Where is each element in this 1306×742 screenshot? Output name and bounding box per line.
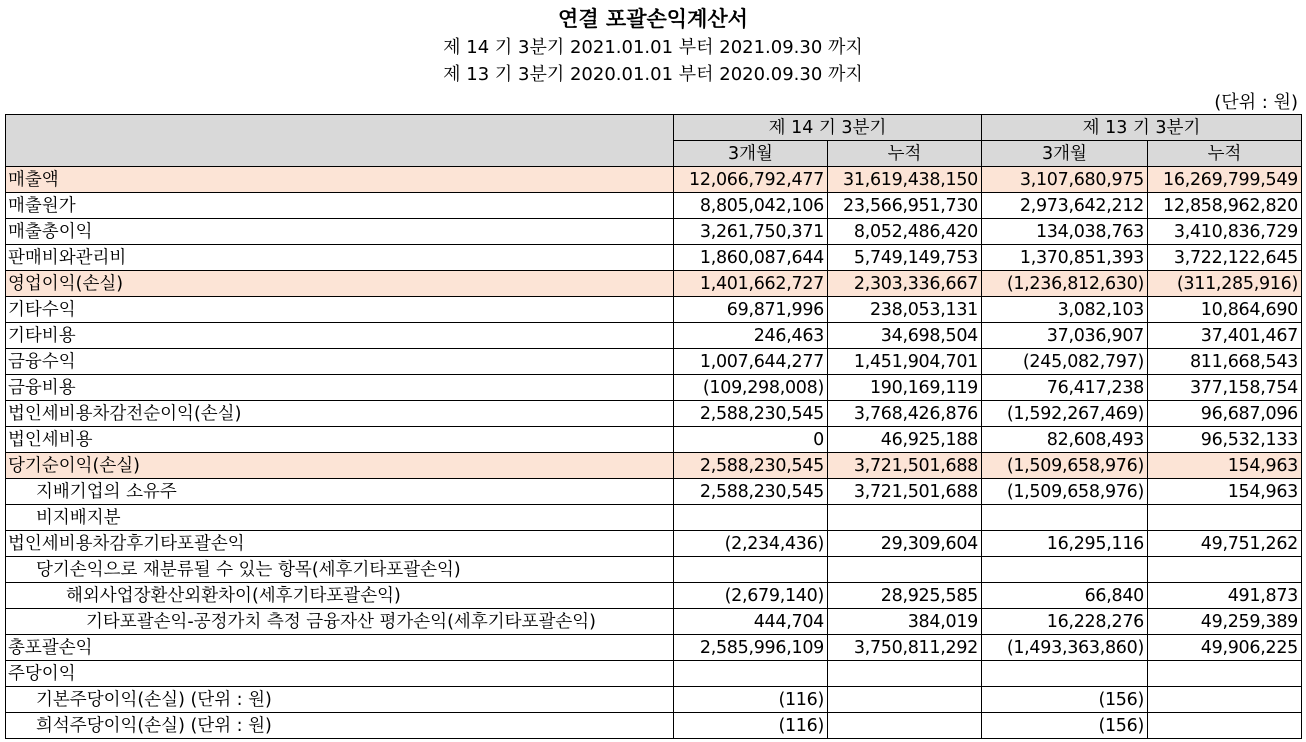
table-row xyxy=(6,687,1302,713)
value-cell: 8,052,486,420 xyxy=(828,219,982,245)
value-cell xyxy=(982,557,1148,583)
value-cell: 134,038,763 xyxy=(982,219,1148,245)
row-label: 희석주당이익(손실) (단위 : 원) xyxy=(6,713,674,739)
value-cell: 49,751,262 xyxy=(1148,531,1302,557)
value-cell: (116) xyxy=(674,713,828,739)
row-label: 기타수익 xyxy=(6,297,674,323)
group-header-prior: 제 13 기 3분기 xyxy=(982,115,1302,141)
value-cell: 377,158,754 xyxy=(1148,375,1302,401)
value-cell: 3,082,103 xyxy=(982,297,1148,323)
table-row xyxy=(6,167,1302,193)
table-row xyxy=(6,323,1302,349)
value-cell: (1,493,363,860) xyxy=(982,635,1148,661)
sub-header-prior-cum: 누적 xyxy=(1148,141,1302,167)
statement-title: 연결 포괄손익계산서 xyxy=(558,7,748,31)
value-cell: 3,722,122,645 xyxy=(1148,245,1302,271)
value-cell xyxy=(1148,505,1302,531)
value-cell: 3,750,811,292 xyxy=(828,635,982,661)
value-cell: 23,566,951,730 xyxy=(828,193,982,219)
value-cell: 0 xyxy=(674,427,828,453)
value-cell: 69,871,996 xyxy=(674,297,828,323)
value-cell: 34,698,504 xyxy=(828,323,982,349)
value-cell: 2,588,230,545 xyxy=(674,401,828,427)
row-label: 주당이익 xyxy=(6,661,674,687)
table-row xyxy=(6,557,1302,583)
row-label: 법인세비용 xyxy=(6,427,674,453)
value-cell: 491,873 xyxy=(1148,583,1302,609)
value-cell xyxy=(1148,713,1302,739)
value-cell: 8,805,042,106 xyxy=(674,193,828,219)
label-column-header xyxy=(6,115,674,167)
group-header-current: 제 14 기 3분기 xyxy=(674,115,982,141)
value-cell: (1,509,658,976) xyxy=(982,479,1148,505)
value-cell xyxy=(674,661,828,687)
value-cell: 76,417,238 xyxy=(982,375,1148,401)
period-prior: 제 13 기 3분기 2020.01.01 부터 2020.09.30 까지 xyxy=(443,64,863,85)
row-label: 매출원가 xyxy=(6,193,674,219)
sub-header-prior-3m: 3개월 xyxy=(982,141,1148,167)
value-cell: 2,588,230,545 xyxy=(674,479,828,505)
row-label: 기타비용 xyxy=(6,323,674,349)
value-cell: 3,261,750,371 xyxy=(674,219,828,245)
value-cell xyxy=(828,713,982,739)
period-current: 제 14 기 3분기 2021.01.01 부터 2021.09.30 까지 xyxy=(443,37,863,58)
sub-header-current-3m: 3개월 xyxy=(674,141,828,167)
table-row xyxy=(6,453,1302,479)
value-cell: 37,401,467 xyxy=(1148,323,1302,349)
value-cell: 1,007,644,277 xyxy=(674,349,828,375)
value-cell: 190,169,119 xyxy=(828,375,982,401)
income-statement-table xyxy=(5,114,1302,739)
table-row xyxy=(6,193,1302,219)
value-cell xyxy=(674,557,828,583)
value-cell xyxy=(1148,661,1302,687)
value-cell: 28,925,585 xyxy=(828,583,982,609)
table-row xyxy=(6,427,1302,453)
value-cell: (156) xyxy=(982,713,1148,739)
row-label: 지배기업의 소유주 xyxy=(6,479,674,505)
value-cell xyxy=(1148,687,1302,713)
row-label: 해외사업장환산외환차이(세후기타포괄손익) xyxy=(6,583,674,609)
table-row xyxy=(6,531,1302,557)
row-label: 비지배지분 xyxy=(6,505,674,531)
value-cell: 5,749,149,753 xyxy=(828,245,982,271)
table-row xyxy=(6,635,1302,661)
value-cell: 31,619,438,150 xyxy=(828,167,982,193)
table-row xyxy=(6,245,1302,271)
value-cell: 2,585,996,109 xyxy=(674,635,828,661)
value-cell xyxy=(982,505,1148,531)
value-cell: 12,066,792,477 xyxy=(674,167,828,193)
row-label: 매출액 xyxy=(6,167,674,193)
value-cell: 3,721,501,688 xyxy=(828,479,982,505)
value-cell: 238,053,131 xyxy=(828,297,982,323)
value-cell: 82,608,493 xyxy=(982,427,1148,453)
table-row xyxy=(6,375,1302,401)
row-label: 금융수익 xyxy=(6,349,674,375)
value-cell: 16,295,116 xyxy=(982,531,1148,557)
value-cell xyxy=(674,505,828,531)
table-row xyxy=(6,297,1302,323)
value-cell: (109,298,008) xyxy=(674,375,828,401)
value-cell: 3,107,680,975 xyxy=(982,167,1148,193)
value-cell: (116) xyxy=(674,687,828,713)
value-cell xyxy=(982,661,1148,687)
table-row xyxy=(6,661,1302,687)
value-cell: (311,285,916) xyxy=(1148,271,1302,297)
row-label: 영업이익(손실) xyxy=(6,271,674,297)
value-cell: (245,082,797) xyxy=(982,349,1148,375)
table-row xyxy=(6,609,1302,635)
row-label: 기타포괄손익-공정가치 측정 금융자산 평가손익(세후기타포괄손익) xyxy=(6,609,674,635)
table-row xyxy=(6,713,1302,739)
row-label: 금융비용 xyxy=(6,375,674,401)
row-label: 매출총이익 xyxy=(6,219,674,245)
table-row xyxy=(6,349,1302,375)
row-label: 당기순이익(손실) xyxy=(6,453,674,479)
value-cell: 96,687,096 xyxy=(1148,401,1302,427)
table-row xyxy=(6,219,1302,245)
value-cell: 37,036,907 xyxy=(982,323,1148,349)
value-cell: 16,228,276 xyxy=(982,609,1148,635)
value-cell xyxy=(828,661,982,687)
value-cell: 3,410,836,729 xyxy=(1148,219,1302,245)
value-cell: 154,963 xyxy=(1148,479,1302,505)
value-cell: 10,864,690 xyxy=(1148,297,1302,323)
table-row xyxy=(6,479,1302,505)
value-cell: (1,592,267,469) xyxy=(982,401,1148,427)
table-row xyxy=(6,583,1302,609)
row-label: 총포괄손익 xyxy=(6,635,674,661)
value-cell: (156) xyxy=(982,687,1148,713)
value-cell: 16,269,799,549 xyxy=(1148,167,1302,193)
row-label: 법인세비용차감후기타포괄손익 xyxy=(6,531,674,557)
table-row xyxy=(6,505,1302,531)
value-cell: 2,588,230,545 xyxy=(674,453,828,479)
value-cell: 444,704 xyxy=(674,609,828,635)
value-cell: 1,860,087,644 xyxy=(674,245,828,271)
unit-label: (단위 : 원) xyxy=(1214,92,1298,113)
value-cell: 2,973,642,212 xyxy=(982,193,1148,219)
value-cell: (2,679,140) xyxy=(674,583,828,609)
value-cell: 1,370,851,393 xyxy=(982,245,1148,271)
value-cell: 3,721,501,688 xyxy=(828,453,982,479)
value-cell: (1,509,658,976) xyxy=(982,453,1148,479)
value-cell: 246,463 xyxy=(674,323,828,349)
value-cell: 811,668,543 xyxy=(1148,349,1302,375)
value-cell: (1,236,812,630) xyxy=(982,271,1148,297)
value-cell: 3,768,426,876 xyxy=(828,401,982,427)
value-cell xyxy=(828,557,982,583)
value-cell: 384,019 xyxy=(828,609,982,635)
row-label: 법인세비용차감전순이익(손실) xyxy=(6,401,674,427)
statement-body xyxy=(6,167,1302,739)
row-label: 당기손익으로 재분류될 수 있는 항목(세후기타포괄손익) xyxy=(6,557,674,583)
value-cell: 96,532,133 xyxy=(1148,427,1302,453)
value-cell xyxy=(828,505,982,531)
value-cell: 2,303,336,667 xyxy=(828,271,982,297)
value-cell: 46,925,188 xyxy=(828,427,982,453)
value-cell: 12,858,962,820 xyxy=(1148,193,1302,219)
table-row xyxy=(6,401,1302,427)
value-cell: 49,906,225 xyxy=(1148,635,1302,661)
value-cell: 66,840 xyxy=(982,583,1148,609)
value-cell xyxy=(1148,557,1302,583)
value-cell: 29,309,604 xyxy=(828,531,982,557)
row-label: 기본주당이익(손실) (단위 : 원) xyxy=(6,687,674,713)
value-cell: 154,963 xyxy=(1148,453,1302,479)
value-cell: 1,401,662,727 xyxy=(674,271,828,297)
value-cell: 1,451,904,701 xyxy=(828,349,982,375)
value-cell xyxy=(828,687,982,713)
value-cell: 49,259,389 xyxy=(1148,609,1302,635)
sub-header-current-cum: 누적 xyxy=(828,141,982,167)
table-row xyxy=(6,271,1302,297)
row-label: 판매비와관리비 xyxy=(6,245,674,271)
value-cell: (2,234,436) xyxy=(674,531,828,557)
